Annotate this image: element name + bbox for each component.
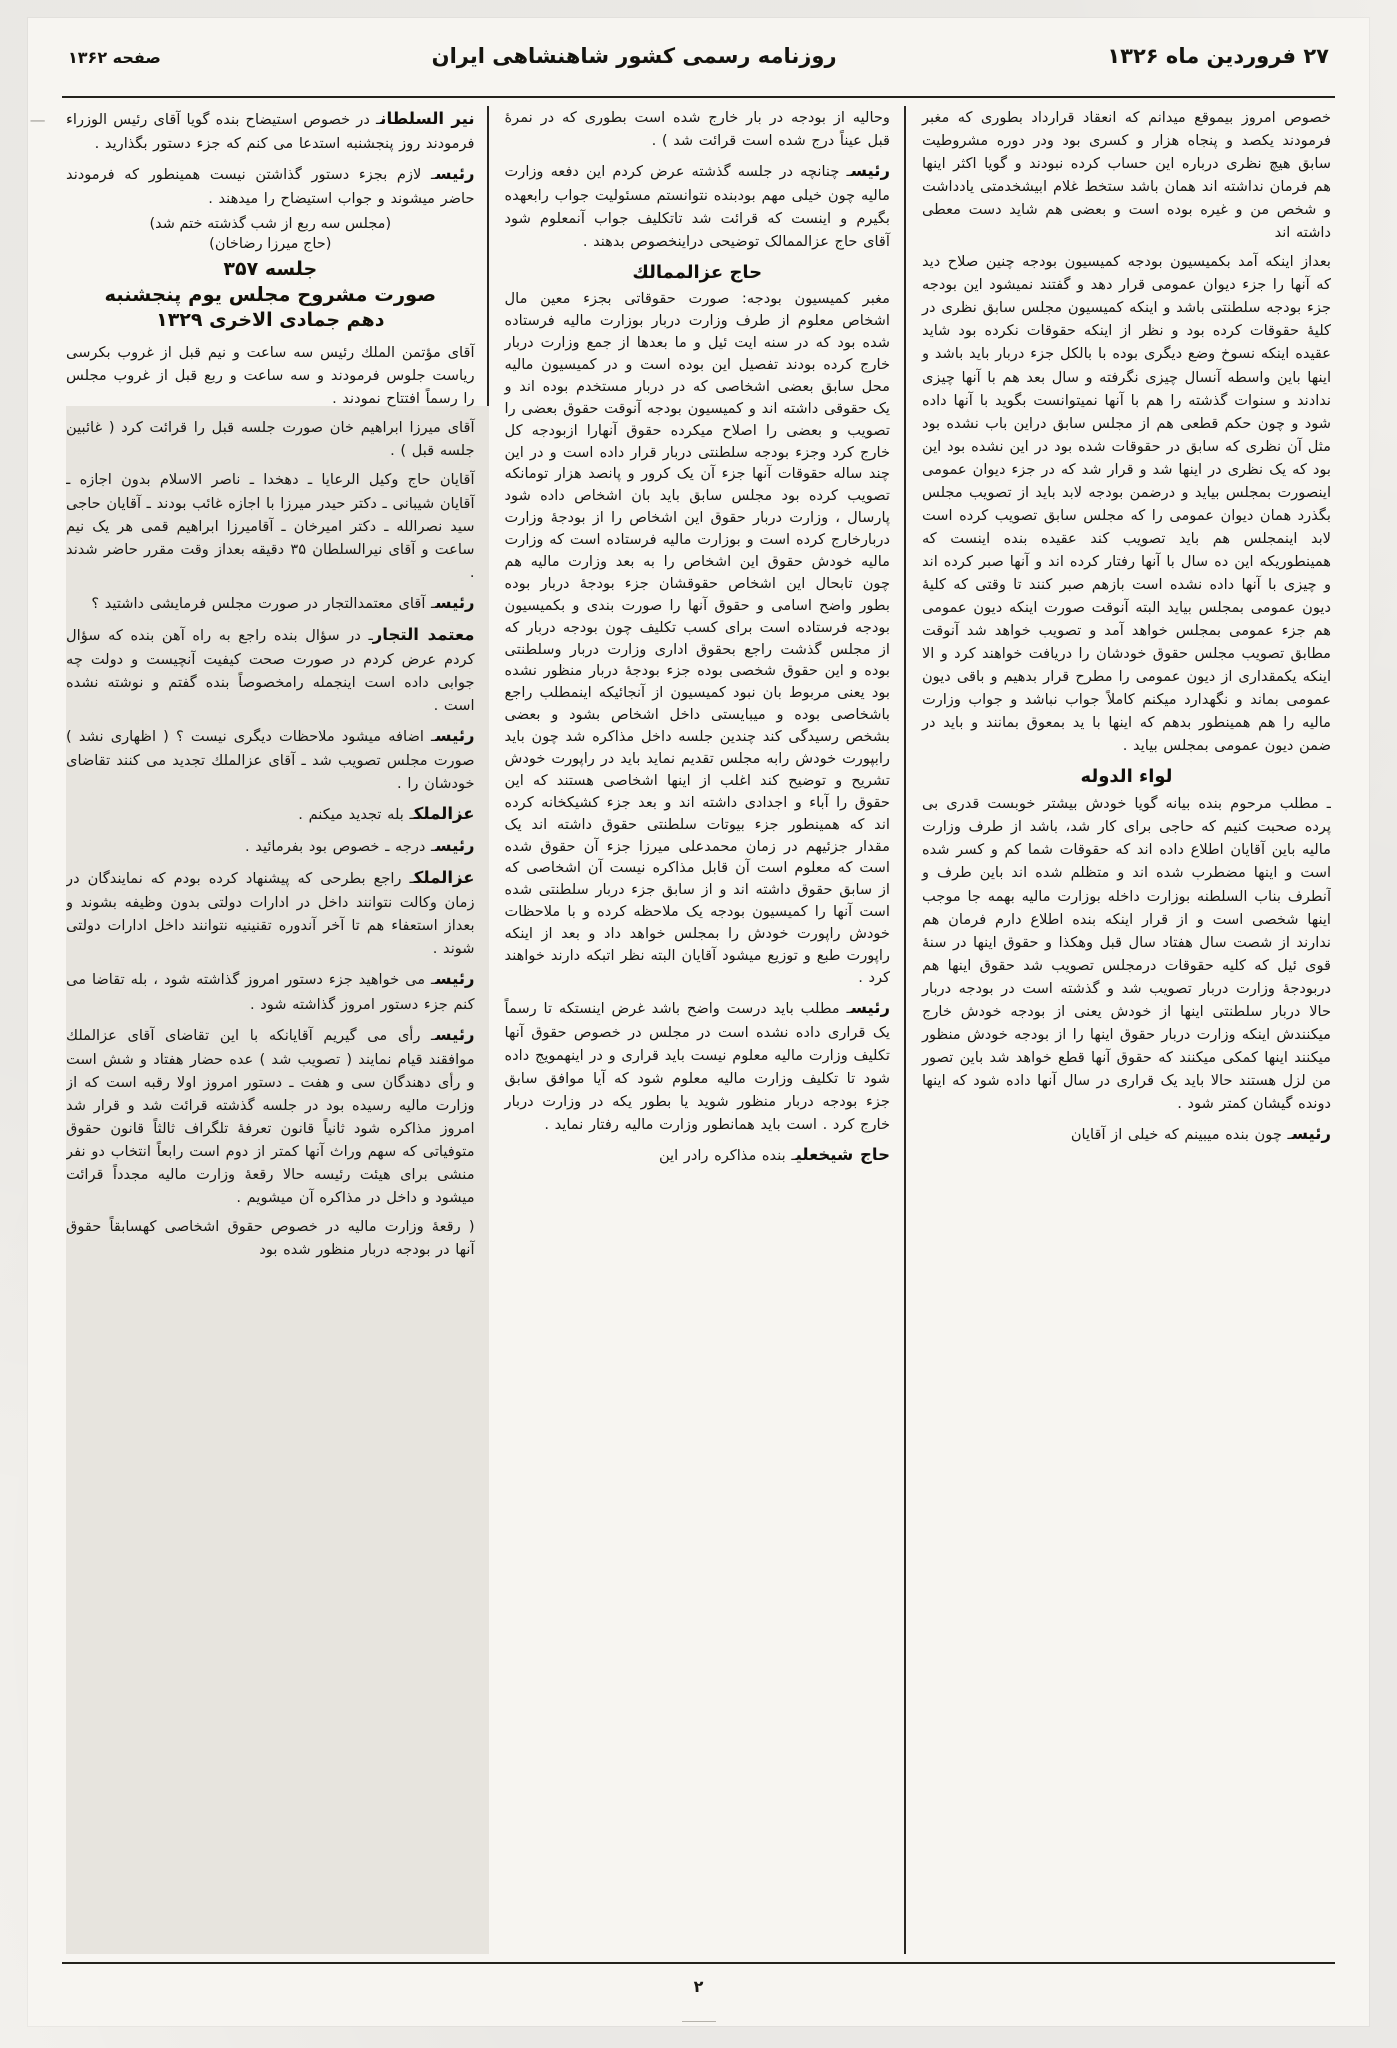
column-3 [66,106,489,1954]
speaker-name: رئیس [435,836,475,856]
speaker-name: عزالملك [413,804,475,824]
speech-body: ـ آقای معتمدالتجار در صورت مجلس فرمایشی داشتید ؟ [91,594,436,612]
speaker-name: حاج شیخعلی [795,1145,890,1165]
speaker-name: رئیس [435,592,475,612]
speech-text: مغبر کمیسیون بودجه: صورت حقوقاتی بجزء معین مال اشخاص معلوم از طرف وزارت دربار بوزارت مالیه فرستاده شده بود که در سنه ایت ئیل و ما بعدها از جمع وزارت دربار خارج کرده بودند تفصیل این بوده است و در کمیسیون مالیه محل سابق بعضی اشخاصی که در دربار مستخدم بوده اند و یک حقوقی داشته اند و کمیسیون بودجه آنوقت حقوق بعضی را تصویب و بعضی را اصلاح میکرده حقوق آنهارا ازبودجه کل خارج کرد وجزء بودجه سلطنتی دربار قرار داده است و در این چند ساله حقوقات آنها جزء آن یک کرور و پانصد هزار تومانکه تصویب کرده بود مجلس سابق باید بان اشخاص داده شود پارسال ، وزارت دربار حقوق این اشخاص را از بودجهٔ وزارت دربارخارج کرده است و بوزارت مالیه فرستاده است که وزارت مالیه خودش حقوق این اشخاص را به بعد وزارت مالیه هم چون تابحال این اشخاص حقوقشان جزء بودجهٔ دربار بوده بطور واضح اسامی و حقوق آنها را صورت بندی و بکمیسیون بودجه فرستاده است برای کسب تکلیف چون بودجه دربار که از مجلس گذشت راجع بحقوق اداری وزارت دربار وسلطنتی بوده و این حقوق شخصی بوده جزء بودجهٔ دربار منظور نشده بود یعنی مربوط بان نبود کمیسیون از آنجائیکه اینمطلب راجع باشخاصی بوده و میبایستی داخل اشخاص بشود و بعضی بشخص رسیدگی کند چندین جلسه داخل مذاکره شد چون باید رابپورت خودش رابه مجلس تقدیم نماید باید در راپورت خودش تشریح و توضیح کند اغلب از اینها اشخاصی هستند که این حقوق را آباء و اجدادی داشته اند و بعد جزء کشیکخانه کرده اند که همینطور جزء بیوتات سلطنتی حقوق داشته اند یک مقدار جزئیهم در زمان محمدعلی میرزا جزء آن حقوق شده است که معلوم است آن قابل مذاکره نیست آن اشخاصی که از سابق حقوق داشته اند و از سابق جزء دربار سلطنتی شده است آنها را کمیسیون بودجه یک ملاحظه کرده و با ملاحظات خودش راپورت خودش را بمجلس خواهد داد و بعد از اینکه راپورت طبع و توزیع میشود آقایان البته نظر اتبکه دارند خواهند کرد . [504,290,890,986]
speech-body: ـ چون بنده میبینم که خیلی از آقایان [1070,1125,1292,1143]
paragraph: آقایان حاج وکیل الرعایا ـ دهخدا ـ ناصر الاسلام بدون اجازه ـ آقایان شیبانی ـ دکتر حیدر میرزا با اجازه غائب بودند ـ آقایان حاجی سید نصرالله ـ دکتر امیرخان ـ آقامیرزا ابراهیم قمی هر یک نیم ساعت و آقای نیرالسلطان ۳۵ دقیقه بعداز وقت مقرر حاضر شدند . [66,471,475,581]
speech-body: ـ در خصوص استیضاح بنده گویا آقای رئیس الوزراء فرمودند روز پنجشنبه استدعا می کنم که جزء دستور بگذارید . [66,111,475,153]
speech-block [922,1121,1331,1147]
speaker-name: حاج عزالممالك [632,262,763,284]
speech-text [66,106,475,155]
column-1 [906,106,1331,1954]
speech-block [505,1142,890,1168]
paragraph: آقای مؤتمن الملك رئیس سه ساعت و نیم قبل از غروب بکرسی ریاست جلوس فرمودند و سه ساعت و ربع قبل از غروب مجلس را رسماً افتتاح نمودند . [66,344,475,408]
speech-text [66,161,475,210]
paragraph: خصوص امروز بیموقع میدانم که انعقاد قرارداد بطوری که مغبر فرمودند یکصد و پنجاه هزار و کسری بود ودر دوره مشروطیت سابق هیچ نظری درباره این حساب کرده نبودند و گویا اکثر اینها هم فرمان نداشته اند همان باشد ستخط غلام ابیشخدمتی یادداشت و شخص من و غیره بوده است و بعضی هم شاید دست معطی داشته اند [921,109,1331,242]
speaker-name: رئیس [435,164,475,184]
speaker-name: رئیس [1291,1123,1331,1143]
speech-text [66,723,475,795]
speech-block [66,161,475,210]
edge-mark: │ [30,117,45,125]
paragraph: آقای میرزا ابراهیم خان صورت جلسه قبل را قرائت کرد ( غائبین جلسه قبل ) . [66,419,475,460]
speaker-name: رئیس [435,725,475,745]
adjournment-note-1: (مجلس سه ربع از شب گذشته ختم شد) [149,216,392,233]
footer-rule [62,1962,1335,1964]
speaker-name: رئیس [435,1024,475,1044]
session-heading [66,258,475,331]
speech-text [66,833,475,859]
speech-text [505,158,890,253]
adjournment-note-2: (حاج میرزا رضاخان) [209,236,332,253]
masthead-rule [62,96,1335,98]
speech-body: ـ چنانچه در جلسه گذشته عرض کردم این دفعه وزارت مالیه چون خیلی مهم بودبنده نتوانستم مسئولیت جواب رابعهده بگیرم و اینست که قرائت شد تاتکلیف جواب آنمعلوم شود آقای حاج عزالممالک توضیحی دراینخصوص بدهند . [504,163,890,251]
speech-block [66,801,475,827]
session-title: صورت مشروح مجلس یوم پنجشنبه [104,283,437,307]
speech-body: ـ راجع بطرحی که پیشنهاد کرده بودم که نمایندگان در زمان وکالت نتوانند داخل در ادارات دولتی بدون وظیفه بشوند و بعداز استعفاء هم تا آخر آندوره تقنینیه نتوانند داخل ادارات دولتی شوند . [66,870,475,958]
speech-block [66,106,475,155]
masthead-date: ۲۷ فروردین ماه ۱۳۲۶ [1107,44,1329,68]
bottom-tick-mark [682,2021,716,2022]
speech-body: ـ در سؤال بنده راجع به راه آهن بنده که سؤال کردم عرض کردم در صورت صحت کیفیت آنچیست و دولت چه جوابی داده است اینجمله رامخصوصاً بنده گفتم و نوشته نشده است . [66,626,475,714]
speech-body: ـ بله تجدید میکنم . [298,806,414,824]
speaker-name: رئیس [435,969,475,989]
speech-text [922,1121,1331,1147]
speech-text [66,801,475,827]
speech-text [66,865,475,960]
speech-block [66,622,475,717]
speech-text [66,966,475,1015]
speech-block [66,865,475,960]
speech-body: ـ درجه ـ خصوص بود بفرمائید . [245,838,436,856]
speech-block [66,966,475,1015]
column-2 [489,106,906,1954]
masthead-page-label: صفحه ۱۳۶۲ [68,48,161,67]
speech-body: ـ مطلب باید درست واضح باشد غرض اینستکه تا رسماً یک قراری داده نشده است در مجلس در خصوص حقوق آنها تکلیف وزارت مالیه معلوم نیست باید قراری و در اینهمویج داده شود تا تکلیف وزارت مالیه معلوم شود که آیا موافق سابق جزء بودجه دربار منظور شوید یا بطور یکه در وزارت دربار خارج کرد . است باید همانطور وزارت مالیه رفتار نماید . [504,999,890,1134]
speech-body: ـ رأی می گیریم آقایانکه با این تقاضای آقای عزالملك موافقند قیام نمایند ( تصویب شد ) عده حضار هفتاد و شش است و رأی دهندگان سی و هفت ـ دستور امروز اولا رقبه است که از وزارت مالیه رسیده بود در جلسه گذشته قرائت شد و قرار شد امروز مذاکره شود ثانیاً قانون تعرفهٔ تلگراف ثالثاً قانون حقوق متوفیاتی که سهم وراث آنها کمتر از دوم است رابعاً انتخاب دو نفر منشی برای هیئت رئیسه حالا رقعهٔ وزارت مالیه مجدداً قرائت میشود و داخل در مذاکره آن میشویم . [66,1026,475,1206]
page-number: ۲ [693,1977,704,1996]
speaker-name: معتمد التجار [372,624,475,644]
closing-note: ( رقعهٔ وزارت مالیه در خصوص حقوق اشخاصی کهسابقاً حقوق آنها در بودجه دربار منظور شده بود [66,1217,475,1258]
speech-body: ـ بنده مذاکره رادر این [658,1147,796,1165]
speaker-name: نیر السلطان [380,109,475,128]
speech-block [505,262,890,989]
paper-sheet [28,18,1369,2026]
paragraph: وحالیه از بودجه در بار خارج شده است بطوری که در نمرهٔ قبل عیناً درج شده است قرائت شد ) . [504,109,890,150]
speech-text [505,995,890,1136]
speech-block [66,833,475,859]
speaker-name: رئیس [850,161,890,181]
speaker-name: عزالملك [413,868,475,888]
speech-block [505,158,890,253]
speech-block [66,590,475,616]
speech-text [66,622,475,717]
speech-block [66,1022,475,1209]
speech-text [66,590,475,616]
masthead-title: روزنامه رسمی کشور شاهنشاهی ایران [431,44,837,68]
speech-body: ـ لازم بجزء دستور گذاشتن نیست همینطور که فرمودند حاضر میشوند و جواب استیضاح را میدهند . [66,166,475,208]
speech-block [66,723,475,795]
speech-text: ـ مطلب مرحوم بنده بیانه گویا خودش بیشتر خوبست قدری بی پرده صحبت کنیم که حاجی برای کار شد، باشد از طرف وزارت مالیه باین آقایان اطلاع داده اند که حقوقات شما کم و کسر شده است و اینها مضطرب شده اند و متظلم شده اند باین طرف و آنطرف بناب السلطنه بوزارت داخله بوزارت مالیه بهمه جا موجب اینها شخصی است و از قرار اینکه بنده اطلاع دارم فرمان هم ندارند از شصت سال هفتاد سال قبل وهکذا و حقوق اینها در سنهٔ قوی ئیل که کلیه حقوقات درمجلس تصویب شد حقوق اینها هم دربودجهٔ وزارت دربار تصویب شد و گذشته است در بودجه دربار حالا دربار سلطنتی اینها از خودش یعنی از بودجه خودش خارج میکنندش اینکه وزارت دربار حقوق اینها را از بودجه خودش منظور میکنند اینها کمکی میکنند که حقوق آنها قطع خواهد شد باین تصور من لزل هستند حالا باید یک قراری در سال آنها داده شود که اینها دونده گیشان کمتر شود . [921,795,1331,1112]
article-columns [66,106,1331,1954]
speech-text [505,1142,890,1168]
speaker-name: لواء الدوله [1080,766,1173,788]
masthead [68,40,1329,90]
session-number: جلسه ۳۵۷ [223,258,318,281]
speech-block [922,766,1331,1115]
speaker-name: رئیس [850,997,890,1017]
paragraph: بعداز اینکه آمد بکمیسیون بودجه کمیسیون بودجه چنین صلاح دید که آنها را جزء دیوان عمومی قرار دهد و گفتند نمیشود این بودجه جزء بودجه سلطنتی باشد و اینکه کمیسیون مجلس سابق نظری در کلیهٔ حقوقات کرده بود و نظر از اینکه حقوقات نکرده بود شاید عقیده اینکه نسوخ وضع دیگری بوده با بالکل جزء دربار باید باشد و اینها باین واسطه آنسال چیزی نگرفته و سال بعد هم با آنها چیزی ندادند و سنوات گذشته را هم با آنها نمیتوانست بگوید با آنها داده شود و چون حکم قطعی هم از مجلس سابق دراین باب نشده بود مثل آن نظری که سابق در حقوقات شده بود در این نشده بود این بود که یک نظری در اینها شد و قرار شد که در جزء دیوان عمومی اینصورت بمجلس بیاید و درضمن بودجه لابد باید از تصویب مجلس بگذرد همان دیوان عمومی را که مجلس سابق تصویب کرده است لابد اینمجلس هم باید تصویب کند عقیده بنده اینست که همینطوریکه این ده سال با آنها رفتار کرده اند و آنها صبر کرده اند و چیزی با آنها داده نشده است بازهم صبر کنند تا وقتی که کلیهٔ دیون عمومی بمجلس بیاید البته آنوقت صورت اینکه دیون عمومی هم جزء عمومی بمجلس خواهد آمد و تصویب خواهد شد آنوقت مطابق تصویب مجلس حقوق خودشان را دریافت خواهند کرد و الا اینکه یکمقداری از دیون عمومی را مطرح قرار بدهیم و باقی دیون عمومی بماند و نگهدارد میکنم کاملاً جواب نباشد و جواب وزارت مالیه را هم همینطور بدهم که اینها با ید بمعوق بمانند و باید در ضمن دیون عمومی بمجلس بیاید . [921,253,1331,755]
speech-text [66,1022,475,1209]
speech-block [505,995,890,1136]
speech-body: ـ اضافه میشود ملاحظات دیگری نیست ؟ ( اظهاری نشد ) صورت مجلس تصویب شد ـ آقای عزالملك تجدید می کنند تقاضای خودشان را . [66,727,475,793]
session-date: دهم جمادی الاخری ۱۳۲۹ [156,309,385,332]
speech-body: ـ می خواهید جزء دستور امروز گذاشته شود ، بله تقاضا می کنم جزء دستور امروز گذاشته شود . [66,971,475,1013]
